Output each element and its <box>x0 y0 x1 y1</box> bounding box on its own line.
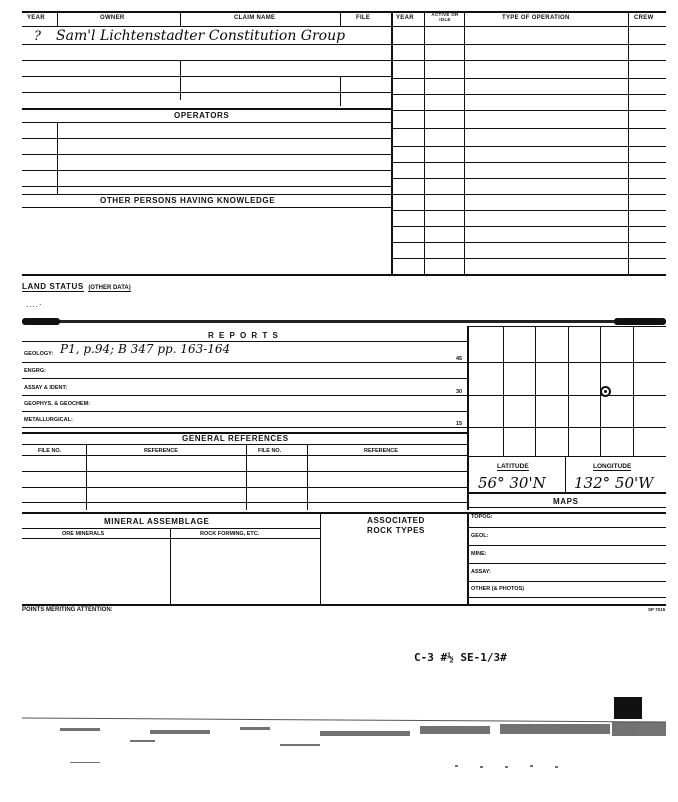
other-persons-title: OTHER PERSONS HAVING KNOWLEDGE <box>100 196 276 205</box>
form-number: SP 7015 <box>648 607 666 612</box>
ore-minerals-label: ORE MINERALS <box>62 531 105 537</box>
maps-assay-label: ASSAY: <box>471 569 491 575</box>
land-status-sub-label: (OTHER DATA) <box>88 285 131 291</box>
header-type-of-operation: TYPE OF OPERATION <box>502 15 570 21</box>
maps-title: MAPS <box>553 497 579 506</box>
header-active-idle: ACTIVE OR IDLE <box>431 12 459 22</box>
maps-topog-label: TOPOG: <box>471 514 493 520</box>
header-owner: OWNER <box>100 15 125 21</box>
engrg-label: ENGRG: <box>24 368 46 374</box>
operators-title: OPERATORS <box>174 111 230 120</box>
header-year-right: YEAR <box>396 15 414 21</box>
archive-stamp: C-3 #½ SE-1/3# <box>414 651 507 664</box>
latitude-value: 56° 30'N <box>478 474 546 492</box>
header-file: FILE <box>356 15 371 21</box>
grid-label-45: 45 <box>456 356 463 362</box>
maps-other-label: OTHER (& PHOTOS) <box>471 586 525 592</box>
metallurgical-label: METALLURGICAL: <box>24 417 73 423</box>
geophys-geochem-label: GEOPHYS. & GEOCHEM: <box>24 401 91 407</box>
gr-reference-2: REFERENCE <box>364 448 398 454</box>
associated-rock-types-title: ASSOCIATED ROCK TYPES <box>366 516 425 535</box>
gr-reference-1: REFERENCE <box>144 448 178 454</box>
rock-forming-label: ROCK FORMING, ETC. <box>200 531 260 537</box>
maps-geol-label: GEOL: <box>471 533 489 539</box>
grid-label-15: 15 <box>456 421 463 427</box>
longitude-label: LONGITUDE <box>593 463 632 470</box>
geology-value: P1, p.94; B 347 pp. 163-164 <box>60 342 231 356</box>
latitude-label: LATITUDE <box>497 463 529 470</box>
header-year: YEAR <box>27 15 45 21</box>
land-status-dots: ....· <box>26 300 43 309</box>
grid-label-30: 30 <box>456 389 463 395</box>
assay-ident-label: ASSAY & IDENT: <box>24 385 68 391</box>
header-crew: CREW <box>634 15 654 21</box>
geology-label: GEOLOGY: <box>24 351 54 357</box>
general-references-title: GENERAL REFERENCES <box>182 434 289 443</box>
reports-title: R E P O R T S <box>208 331 280 340</box>
longitude-value: 132° 50'W <box>574 474 654 492</box>
owner-year-entry: ? <box>34 29 41 44</box>
points-meriting-attention: POINTS MERITING ATTENTION: <box>22 607 113 613</box>
land-status-label: LAND STATUS <box>22 282 84 291</box>
maps-mine-label: MINE: <box>471 551 487 557</box>
gr-file-no-2: FILE NO. <box>258 448 282 454</box>
mineral-assemblage-title: MINERAL ASSEMBLAGE <box>104 517 210 526</box>
gr-file-no-1: FILE NO. <box>38 448 62 454</box>
owner-name-entry: Sam'l Lichtenstadter Constitution Group <box>56 28 346 44</box>
header-claim-name: CLAIM NAME <box>234 15 276 21</box>
